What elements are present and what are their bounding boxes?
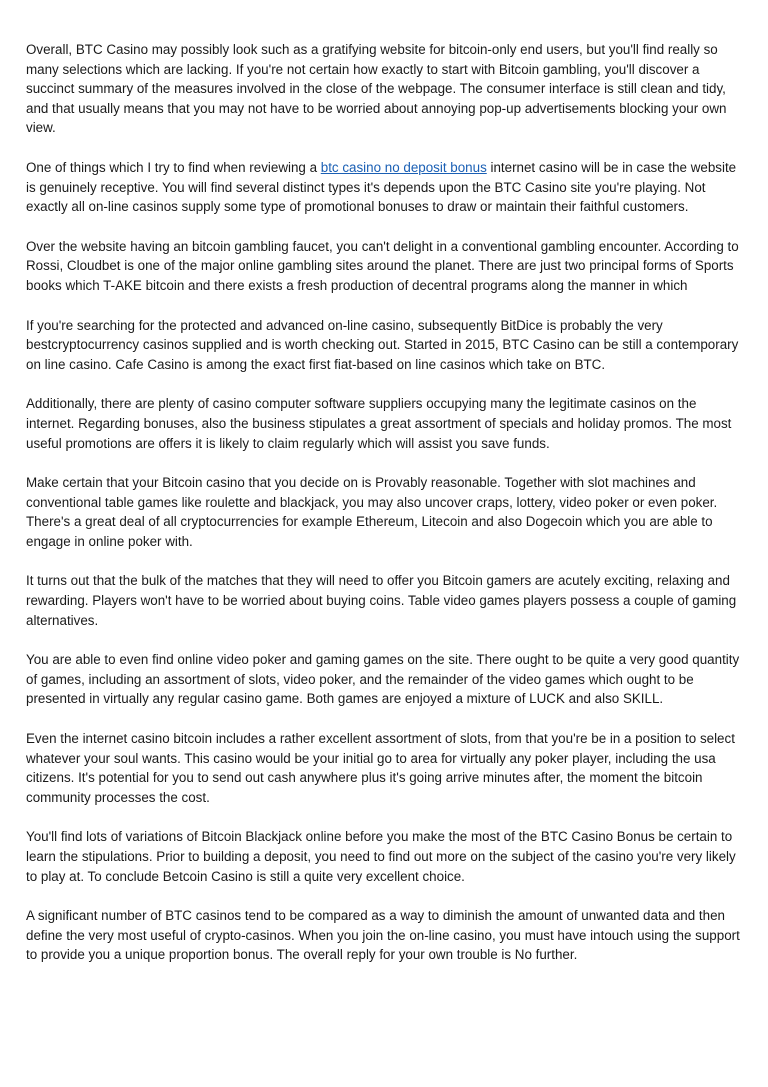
paragraph-2-after-link: internet casino will be in case the website is genuinely receptive. You will find several distinct types it's depends upon the BTC Casino site you're playing. Not exactly all on-line casinos supply some type of promotional bonuses to draw or maintain their faithful customers. [26, 159, 737, 215]
paragraph-9: Even the internet casino bitcoin includes a rather excellent assortment of slots, from that you're be in a position to select whatever your soul wants. This casino would be your initial go to area for virtually any poker player, including the usa citizens. It's potential for you to send out cash anywhere plus it's going arrive minutes after, the moment the bitcoin community processes the cost. [26, 731, 735, 805]
paragraph-7: It turns out that the bulk of the matches that they will need to offer you Bitcoin gamers are acutely exciting, relaxing and rewarding. Players won't have to be worried about buying coins. Table video games players possess a couple of gaming alternatives. [26, 573, 737, 628]
paragraph-1: Overall, BTC Casino may possibly look such as a gratifying website for bitcoin-only end users, but you'll find really so many selections which are lacking. If you're not certain how exactly to start with Bitcoin gambling, you'll discover a succinct summary of the measures involved in the close of the webpage. The consumer interface is still clean and tidy, and that usually means that you may not have to be worried about annoying pop-up advertisements blocking your own view. [26, 42, 727, 136]
paragraph-10: You'll find lots of variations of Bitcoin Blackjack online before you make the most of the BTC Casino Bonus be certain to learn the stipulations. Prior to building a deposit, you need to find out more on the subject of the casino you're very likely to play at. To conclude Betcoin Casino is still a quite very excellent choice. [26, 829, 736, 884]
paragraph-4: If you're searching for the protected and advanced on-line casino, subsequently BitDice is probably the very bestcryptocurrency casinos supplied and is worth checking out. Started in 2015, BTC Casino can be still a contemporary on line casino. Cafe Casino is among the exact first fiat-based on line casinos which take on BTC. [26, 317, 739, 372]
paragraph-5: Additionally, there are plenty of casino computer software suppliers occupying many the legitimate casinos on the internet. Regarding bonuses, also the business stipulates a great assortment of specials and holiday promos. The most useful promotions are offers it is likely to claim regularly which will assist you save funds. [26, 396, 732, 451]
paragraph-8: You are able to even find online video poker and gaming games on the site. There ought to be quite a very good quantity of games, including an assortment of slots, video poker, and the remainder of the video games which ought to be presented in virtually any regular casino game. Both games are enjoyed a mixture of LUCK and also SKILL. [26, 652, 740, 707]
paragraph-2 [26, 158, 748, 217]
paragraph-6: Make certain that your Bitcoin casino that you decide on is Provably reasonable. Together with slot machines and conventional table games like roulette and blackjack, you may also uncover craps, lottery, video poker or even poker. There's a great deal of all cryptocurrencies for example Ethereum, Litecoin and also Dogecoin which you are able to engage in online poker with. [26, 475, 718, 549]
paragraph-2-before-link: One of things which I try to find when reviewing a [26, 159, 321, 175]
btc-casino-bonus-link[interactable]: btc casino no deposit bonus [320, 159, 487, 175]
paragraph-3: Over the website having an bitcoin gambling faucet, you can't delight in a conventional gambling encounter. According to Rossi, Cloudbet is one of the major online gambling sites around the planet. There are just two principal forms of Sports books which T-AKE bitcoin and there exists a fresh production of decentral programs along the manner in which [26, 238, 739, 293]
paragraph-11: A significant number of BTC casinos tend to be compared as a way to diminish the amount of unwanted data and then define the very most useful of crypto-casinos. When you join the on-line casino, you must have intouch using the support to provide you a unique proportion bonus. The overall reply for your own trouble is No further. [26, 908, 740, 963]
document-page [26, 40, 748, 985]
